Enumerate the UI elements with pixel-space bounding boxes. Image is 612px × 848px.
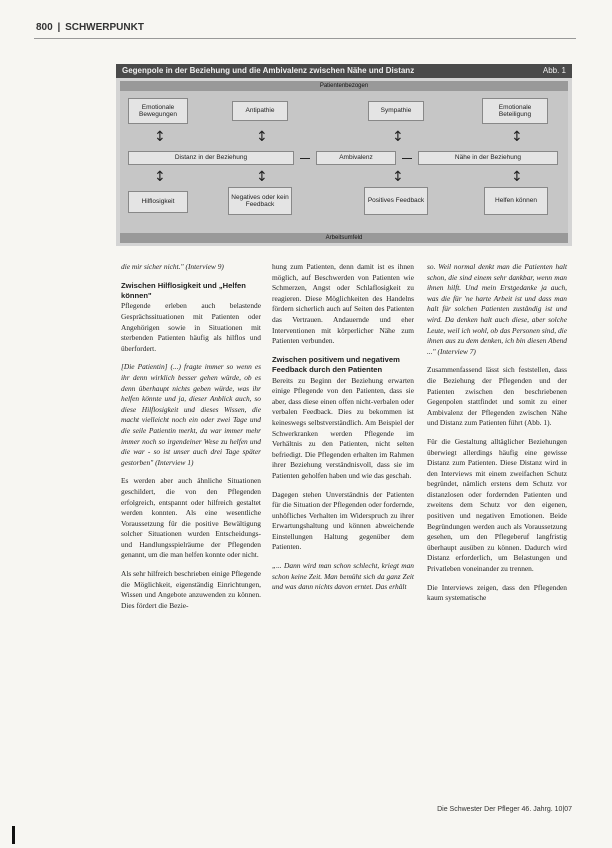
arrow-up-down-icon: ↕	[154, 169, 166, 185]
arrow-up-down-icon: ↕	[392, 129, 404, 145]
paragraph: Zusammenfassend lässt sich feststellen, dass die Beziehung der Pflegenden und der Patienten zwischen den beschriebenen Gegenpolen stattfindet und somit zu einer Ambivalenz der Pflegenden zwischen Nähe und Distanz zum Patienten führt (Abb. 1).	[427, 365, 567, 428]
box-antipathy: Antipathie	[232, 101, 288, 121]
section-title: SCHWERPUNKT	[65, 22, 144, 33]
arrow-up-down-icon: ↕	[154, 129, 166, 145]
box-able-to-help: Helfen können	[484, 187, 548, 215]
section-heading: Zwischen Hilflosigkeit und „Helfen können"	[121, 280, 246, 300]
figure-ambivalence-diagram	[116, 64, 572, 246]
crop-mark	[12, 826, 15, 844]
header-rule	[34, 38, 576, 39]
arrow-up-down-icon: ↕	[392, 169, 404, 185]
paragraph: hung zum Patienten, denn damit ist es ihnen möglich, auf Beschwerden von Patienten wie Schmerzen, Angst oder Schlaflosigkeit zu reagieren. Diese Möglichkeiten des Handelns fördern sicherlich auch auf Seiten des Patienten das Vertrauen. Andauernde und eher Interventionen mit körperlicher Nähe zum Patienten verbunden.	[272, 262, 414, 346]
paragraph: Es werden aber auch ähnliche Situationen geschildert, die von den Pflegenden erfolgreich, entspannt oder hilfreich gestaltet werden konnten. Als eine wesentliche Voraussetzung für die positive Bewältigung solcher Situationen wurden Entscheidungs- und Handlungsspielräume der Pflegenden genannt, um die man helfen konnte oder nicht.	[121, 476, 261, 560]
paragraph: Die Interviews zeigen, dass den Pflegenden kaum systematische	[427, 582, 567, 603]
figure-title: Gegenpole in der Beziehung und die Ambivalenz zwischen Nähe und Distanz	[122, 66, 415, 75]
page-number: 800	[36, 22, 53, 33]
journal-footer: Die Schwester Der Pfleger 46. Jahrg. 10|07	[437, 806, 572, 813]
box-emotional-movements: Emotionale Bewegungen	[128, 98, 188, 124]
box-helplessness: Hilflosigkeit	[128, 191, 188, 213]
box-ambivalence: Ambivalenz	[316, 151, 396, 165]
paragraph: Bereits zu Beginn der Beziehung erwarten einige Pflegende von den Patienten, dass sie aber, dass diese einen offen nicht-verbalen oder verbalen Feedback. Dies zu bekommen ist keineswegs selbstverständlich. Am Beispiel der Schwerkranken werden Pflegende im Verhältnis zu den Patienten, nicht selten befriedigt. Die Pflegenden erhalten im Rahmen ihrer Beziehung verständnisvoll, dass sie im Patienten geholfen haben und wie das geschah.	[272, 375, 414, 480]
arrow-up-down-icon: ↕	[511, 169, 523, 185]
quote-paragraph: [Die Patientin] (...) fragte immer so wenn es ihr denn wirklich besser gehen würde, ob es denn überhaupt nichts geben würde, was ihr helfen könnte und ja, dieser Anblick auch, so diese Hilflosigkeit und dieses Wissen, die macht vielleicht noch ein oder zwei Tage und die seile Patientin merkt, da war immer mehr immer noch so irgendeiner Wese zu helfen und die war - so ist unser auch drei Tage später gestorben" (Interview 1)	[121, 362, 261, 467]
paragraph: Für die Gestaltung alltäglicher Beziehungen überwiegt allerdings häufig eine gewisse Distanz zum Patienten. Diese Distanz wird in den Interviews mit einem zweifachen Schutz begründet, nämlich erstens dem Schutz vor distanzlosen oder fordernden Patienten und zweitens dem Schutz vor den eigenen, positiven und negativen Emotionen. Beide Begründungen werden auch als Voraussetzung gesehen, um den Pflegeberuf langfristig überhaupt ausüben zu können. Dadurch wird Distanz erforderlich, um Belastungen und Privatleben voneinander zu trennen.	[427, 436, 567, 574]
arrow-up-down-icon: ↕	[256, 129, 268, 145]
running-header	[36, 22, 144, 33]
header-separator: |	[57, 22, 61, 33]
arrow-up-down-icon: ↕	[256, 169, 268, 185]
paragraph: Dagegen stehen Unverständnis der Patienten für die Situation der Pflegenden oder fordernde, unhöfliches Verhalten im Widerspruch zu ihrer Erwartungshaltung und können abweichende Einstellungen Haltung gegenüber dem Patienten.	[272, 489, 414, 552]
figure-title-bar	[116, 64, 572, 78]
paragraph: Pflegende erleben auch belastende Gesprächssituationen mit Patienten oder Angehörigen sowie in Situationen mit sterbenden Patienten häufig als hilflos und überfordert.	[121, 301, 261, 353]
box-distance: Distanz in der Beziehung	[128, 151, 294, 165]
box-emotional-involvement: Emotionale Beteiligung	[482, 98, 548, 124]
figure-tag: Abb. 1	[542, 66, 566, 75]
text-column-2	[272, 262, 414, 601]
box-closeness: Nähe in der Beziehung	[418, 151, 558, 165]
box-sympathy: Sympathie	[368, 101, 424, 121]
figure-body	[120, 81, 568, 243]
section-heading: Zwischen positivem und negativem Feedback durch den Patienten	[272, 354, 400, 375]
text-column-3	[427, 262, 567, 612]
paragraph: die mir sicher nicht." (Interview 9)	[121, 262, 224, 271]
box-negative-feedback: Negatives oder kein Feedback	[228, 187, 292, 215]
connector-line	[300, 158, 310, 159]
text-column-1	[121, 262, 261, 619]
quote-paragraph: „... Dann wird man schon schlecht, kriegt man schon keine Zeit. Man bemüht sich da ganz Zeit und was dann nichts davon erntet. Das erhält	[272, 561, 414, 592]
band-patient: Patientenbezogen	[120, 81, 568, 91]
connector-line	[402, 158, 412, 159]
paragraph: Als sehr hilfreich beschrieben einige Pflegende die Möglichkeit, eigenständig Einrichtungen, Wissen und Angebote anzuwenden zu können. Dies fördert die Bezie-	[121, 569, 261, 610]
arrow-up-down-icon: ↕	[511, 129, 523, 145]
band-work-environment: Arbeitsumfeld	[120, 233, 568, 243]
quote-paragraph: so. Weil normal denkt man die Patienten halt schon, die sind einem sehr dankbar, wenn man ihnen hilft. Und mein Erstgedanke ja auch, was die für 'ne harte Arbeit ist und dass man halt für solchen Patienten zuständig ist und wird. Da denken halt auch diese, aber solche Leute, weil ich wohl, ob das Personen sind, die ihnen aus zu dem denken, ich bin diesen Abend ..." (Interview 7)	[427, 262, 567, 356]
box-positive-feedback: Positives Feedback	[364, 187, 428, 215]
